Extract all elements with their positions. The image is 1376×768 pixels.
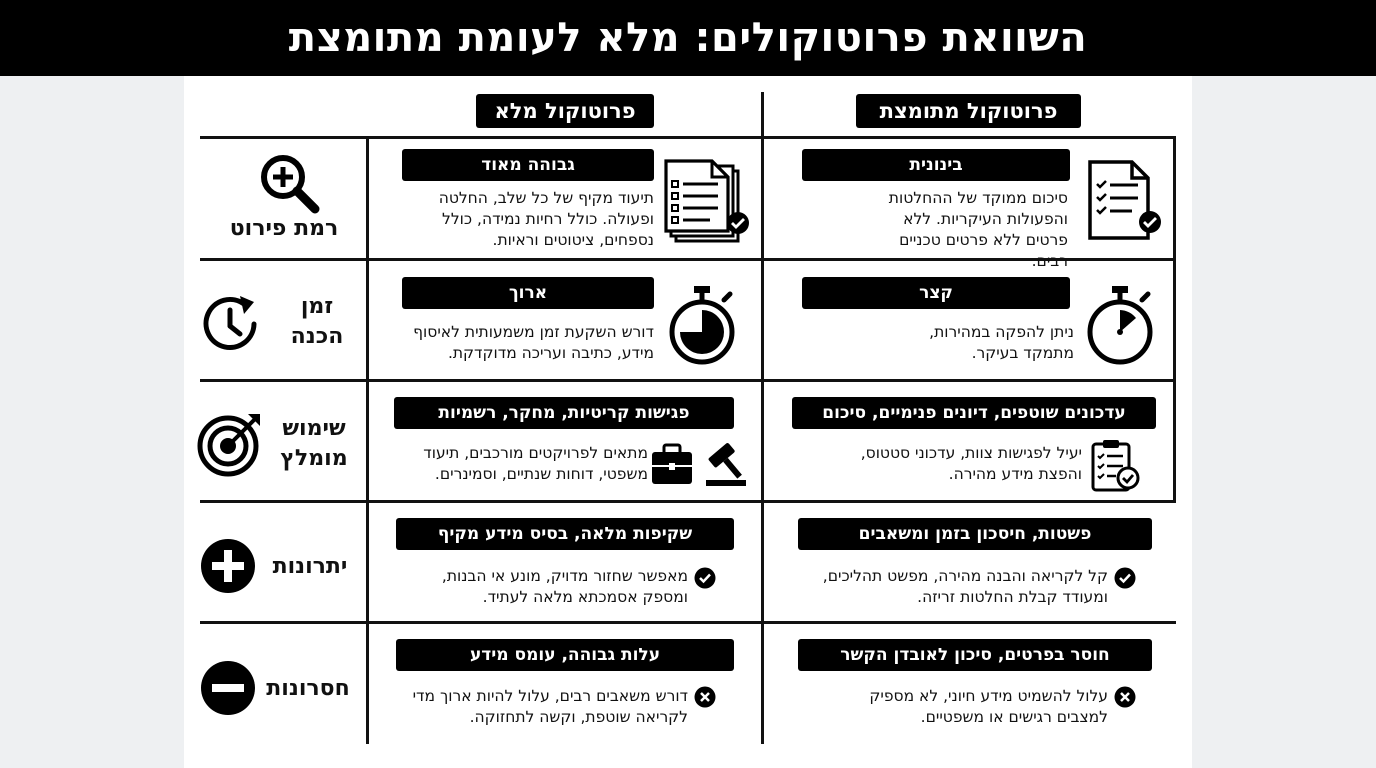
full-desc: דורש משאבים רבים, עלול להיות ארוך מדי לקריאה שוטפת, וקשה לתחזוקה. bbox=[412, 687, 688, 726]
minus-circle-icon bbox=[200, 660, 256, 716]
check-circle-icon bbox=[694, 567, 716, 589]
clipboard-check-icon bbox=[1090, 438, 1142, 494]
x-circle-icon bbox=[694, 686, 716, 708]
condensed-desc: יעיל לפגישות צוות, עדכוני סטטוס, והפצת מידע מהירה. bbox=[860, 444, 1082, 483]
x-circle-icon bbox=[1114, 686, 1136, 708]
full-desc: מתאים לפרויקטים מורכבים, תיעוד משפטי, דוחות שנתיים, וסמינרים. bbox=[423, 444, 648, 483]
condensed-desc: ניתן להפקה במהירות, מתמקד בעיקר. bbox=[929, 323, 1074, 362]
grid-line bbox=[200, 136, 1176, 139]
check-circle-icon bbox=[1114, 567, 1136, 589]
full-pill: פגישות קריטיות, מחקר, רשמיות bbox=[394, 397, 734, 429]
condensed-pill: קצר bbox=[802, 277, 1070, 309]
page-title: השוואת פרוטוקולים: מלא לעומת מתומצת bbox=[288, 15, 1088, 61]
condensed-pill: פשטות, חיסכון בזמן ומשאבים bbox=[798, 518, 1152, 550]
condensed-desc: סיכום ממוקד של ההחלטות והפעולות העיקריות. ללא פרטים ללא פרטים טכניים רבים. bbox=[888, 189, 1068, 270]
grid-line bbox=[200, 379, 1176, 382]
stopwatch-long-icon bbox=[666, 284, 738, 366]
row-label-prep-time: זמן הכנה bbox=[290, 294, 344, 349]
briefcase-gavel-icon bbox=[648, 440, 758, 490]
grid-line bbox=[366, 136, 369, 744]
condensed-desc: קל לקריאה והבנה מהירה, מפשט תהליכים, ומעודד קבלת החלטות זריזה. bbox=[822, 567, 1108, 606]
grid-line bbox=[761, 92, 764, 744]
full-desc: תיעוד מקיף של כל שלב, החלטה ופעולה. כולל רחיות נמידה, כולל נספחים, ציטוטים וראיות. bbox=[438, 189, 654, 249]
clock-rewind-icon bbox=[200, 292, 264, 356]
grid-line bbox=[1173, 136, 1176, 502]
column-header-full: פרוטוקול מלא bbox=[476, 94, 654, 128]
checklist-doc-icon bbox=[1086, 158, 1166, 244]
full-desc: דורש השקעת זמן משמעותית לאיסוף מידע, כתיבה ועריכה מדוקדקת. bbox=[413, 323, 654, 362]
magnifier-plus-icon bbox=[258, 152, 322, 216]
column-header-condensed: פרוטוקול מתומצת bbox=[856, 94, 1081, 128]
stopwatch-short-icon bbox=[1084, 284, 1156, 366]
grid-line bbox=[200, 500, 1176, 503]
target-icon bbox=[196, 410, 264, 478]
row-label-detail-level: רמת פירוט bbox=[229, 216, 339, 241]
full-pill: ארוך bbox=[402, 277, 654, 309]
condensed-pill: בינונית bbox=[802, 149, 1070, 181]
row-label-recommended-use: שימוש מומלץ bbox=[280, 416, 348, 471]
row-label-advantages: יתרונות bbox=[272, 554, 348, 579]
condensed-pill: חוסר בפרטים, סיכון לאובדן הקשר bbox=[798, 639, 1152, 671]
plus-circle-icon bbox=[200, 538, 256, 594]
full-desc: מאפשר שחזור מדויק, מונע אי הבנות, ומספק אסמכתא מלאה לעתיד. bbox=[441, 567, 688, 606]
condensed-desc: עלול להשמיט מידע חיוני, לא מספיק למצבים רגישים או משפטיים. bbox=[869, 687, 1108, 726]
title-bar bbox=[0, 0, 1376, 76]
stacked-docs-icon bbox=[662, 157, 754, 245]
full-pill: עלות גבוהה, עומס מידע bbox=[396, 639, 734, 671]
full-pill: גבוהה מאוד bbox=[402, 149, 654, 181]
full-pill: שקיפות מלאה, בסיס מידע מקיף bbox=[396, 518, 734, 550]
row-label-disadvantages: חסרונות bbox=[266, 676, 350, 701]
condensed-pill: עדכונים שוטפים, דיונים פנימיים, סיכום bbox=[792, 397, 1156, 429]
grid-line bbox=[200, 621, 1176, 624]
